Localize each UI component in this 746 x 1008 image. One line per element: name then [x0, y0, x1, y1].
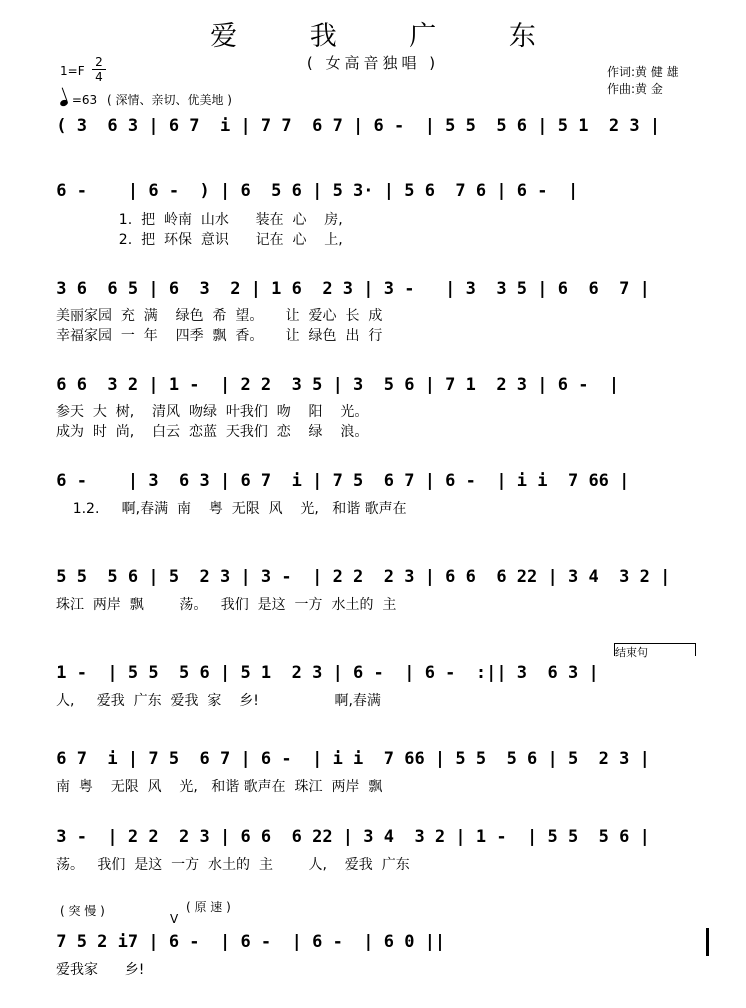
lyric-line: 人, 爱我 广东 爱我 家 乡! 啊,春满: [56, 693, 381, 709]
notation-line: 6 7 i | 7 5 6 7 | 6 - | i i 7 66 | 5 5 5 6 | 5 2 3 |: [46, 749, 650, 769]
time-signature: $\frac{2}{4}$: [92, 55, 106, 84]
lyric-line: 南 粤 无限 风 光, 和谐 歌声在 珠江 两岸 飘: [56, 779, 383, 795]
lyric-verse-1: 美丽家园 充 满 绿色 希 望。 让 爱心 长 成: [56, 308, 383, 324]
lyric-verse-2: 2. 把 环保 意识 记在 心 上,: [12, 232, 343, 248]
a-tempo-marking: ( 原 速 ): [186, 900, 231, 914]
notation-line: 6 6 3 2 | 1 - | 2 2 3 5 | 3 5 6 | 7 1 2 3 | 6 - |: [46, 375, 620, 395]
notation-line: ( 3 6 3 | 6 7 i | 7 7 6 7 | 6 - | 5 5 5 6 | 5 1 2 3 |: [46, 116, 661, 136]
notation-line: 3 6 6 5 | 6 3 2 | 1 6 2 3 | 3 - | 3 3 5 | 6 6 7 |: [46, 279, 650, 299]
final-barline: [706, 928, 709, 956]
quarter-note-icon: [59, 99, 69, 107]
lyric-line: 爱我家 乡!: [56, 962, 145, 978]
song-title: 爱 我 广 东: [210, 21, 568, 52]
lyric-verse-1: 参天 大 树, 清风 吻绿 叶我们 吻 阳 光。: [56, 404, 369, 420]
breath-mark: V: [170, 912, 179, 926]
notation-line: 1 - | 5 5 5 6 | 5 1 2 3 | 6 - | 6 - :|| 3 6 3 |: [46, 663, 599, 683]
coda-box: 结束句: [614, 643, 696, 656]
notation-line: 6 - | 3 6 3 | 6 7 i | 7 5 6 7 | 6 - | i i 7 66 |: [46, 471, 630, 491]
key-signature: 1=F: [60, 64, 85, 78]
lyric-verse-2: 成为 时 尚, 白云 恋蓝 天我们 恋 绿 浪。: [56, 424, 369, 440]
composer: 作曲:黄 金: [607, 82, 663, 96]
lyric-line: 珠江 两岸 飘 荡。 我们 是这 一方 水土的 主: [56, 597, 397, 613]
notation-line: 6 - | 6 - ) | 6 5 6 | 5 3· | 5 6 7 6 | 6 - |: [46, 181, 579, 201]
lyric-line: 1.2. 啊,春满 南 粤 无限 风 光, 和谐 歌声在: [46, 501, 407, 517]
notation-line: 7 5 2 i7 | 6 - | 6 - | 6 - | 6 0 ||: [46, 932, 446, 952]
lyric-verse-1: 1. 把 岭南 山水 装在 心 房,: [12, 212, 343, 228]
lyricist: 作词:黄 健 雄: [607, 65, 679, 79]
rit-marking: ( 突 慢 ): [60, 904, 105, 918]
song-subtitle: ( 女高音独唱 ): [306, 54, 440, 72]
lyric-line: 荡。 我们 是这 一方 水土的 主 人, 爱我 广东: [56, 857, 410, 873]
lyric-verse-2: 幸福家园 一 年 四季 飘 香。 让 绿色 出 行: [56, 328, 383, 344]
notation-line: 5 5 5 6 | 5 2 3 | 3 - | 2 2 2 3 | 6 6 6 22 | 3 4 3 2 |: [46, 567, 671, 587]
credits: [607, 64, 679, 98]
tempo-marking: =63 ( 深情、亲切、优美地 ): [60, 91, 232, 108]
notation-line: 3 - | 2 2 2 3 | 6 6 6 22 | 3 4 3 2 | 1 - | 5 5 5 6 |: [46, 827, 650, 847]
